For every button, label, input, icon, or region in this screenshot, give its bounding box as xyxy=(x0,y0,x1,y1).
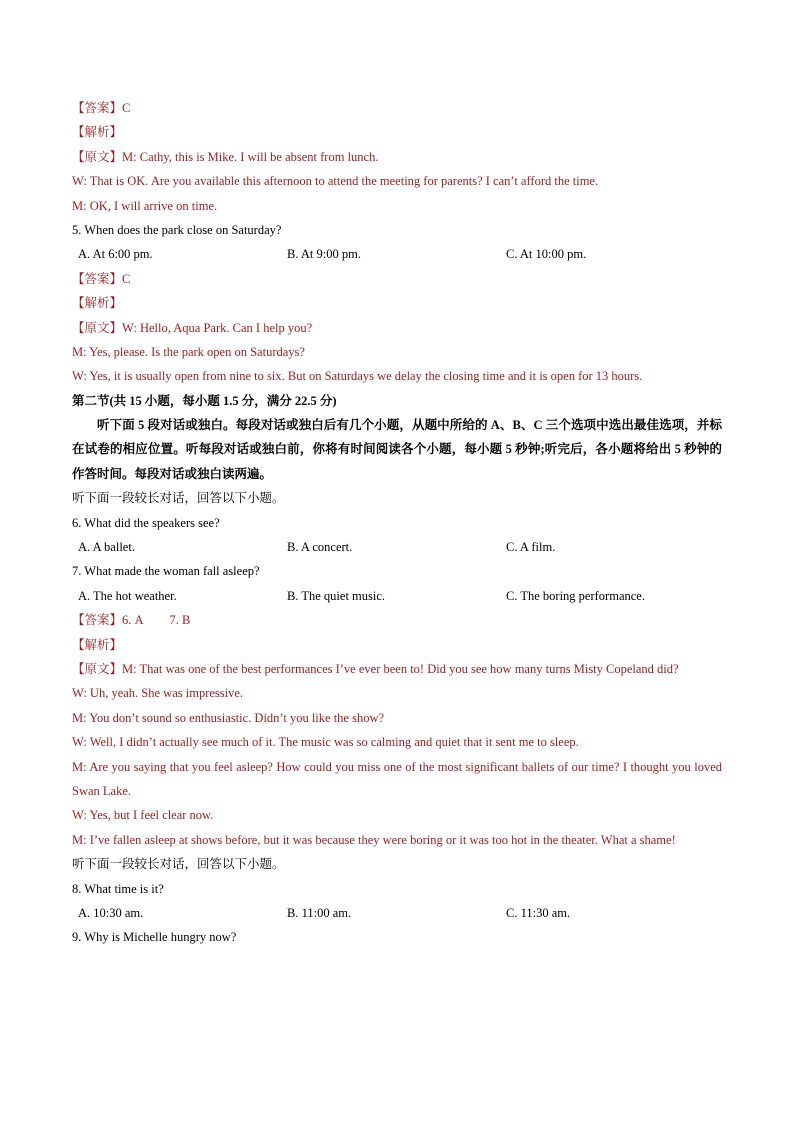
question-7: 7. What made the woman fall asleep? xyxy=(72,564,260,579)
option-a: A. The hot weather. xyxy=(78,588,177,603)
script-line-q4-2: W: That is OK. Are you available this afternoon to attend the meeting for parents? I can’t afford the time. xyxy=(72,174,599,189)
script-line-q5-3: W: Yes, it is usually open from nine to six. But on Saturdays we delay the closing time and it is open for 13 hours. xyxy=(72,369,643,384)
options-q7 xyxy=(72,584,722,608)
question-5: 5. When does the park close on Saturday? xyxy=(72,222,282,237)
script-line-q4-3: M: OK, I will arrive on time. xyxy=(72,198,218,213)
option-c: C. The boring performance. xyxy=(506,588,645,603)
option-a: A. A ballet. xyxy=(78,540,135,555)
answer-line-q6-q7: 【答案】6. A 7. B xyxy=(72,613,191,628)
option-b: B. At 9:00 pm. xyxy=(287,247,361,262)
option-c: C. 11:30 am. xyxy=(506,906,571,920)
option-b: B. A concert. xyxy=(287,540,353,555)
script-line-q5-2: M: Yes, please. Is the park open on Saturdays? xyxy=(72,344,305,359)
options-q6 xyxy=(72,535,722,559)
dialog-intro-1: 听下面一段较长对话，回答以下小题。 xyxy=(72,491,285,506)
script-line-d1-6: W: Yes, but I feel clear now. xyxy=(72,808,214,823)
option-c: C. At 10:00 pm. xyxy=(506,247,587,262)
question-8: 8. What time is it? xyxy=(72,881,164,896)
script-line-d1-4: W: Well, I didn’t actually see much of it. The music was so calming and quiet that it sent me to sleep. xyxy=(72,735,579,750)
option-b: B. The quiet music. xyxy=(287,588,386,603)
script-line-d1-1: 【原文】M: That was one of the best performances I’ve ever been to! Did you see how many turns Misty Copeland did? xyxy=(72,662,679,677)
dialog-intro-2: 听下面一段较长对话，回答以下小题。 xyxy=(72,857,285,872)
options-q8 xyxy=(72,901,722,925)
analysis-label-q6-q7: 【解析】 xyxy=(72,637,123,652)
option-a: A. 10:30 am. xyxy=(78,906,144,920)
analysis-label-q4: 【解析】 xyxy=(72,125,123,140)
answer-line-q5: 【答案】C xyxy=(72,271,131,286)
script-line-d1-3: M: You don’t sound so enthusiastic. Didn’t you like the show? xyxy=(72,710,385,725)
option-b: B. 11:00 am. xyxy=(287,906,352,920)
option-a: A. At 6:00 pm. xyxy=(78,247,153,262)
document-page xyxy=(72,96,722,950)
script-line-d1-5: M: Are you saying that you feel asleep? How could you miss one of the most significant ballets of our time? I thought you loved Swan Lake. xyxy=(72,759,722,799)
question-6: 6. What did the speakers see? xyxy=(72,515,220,530)
analysis-label-q5: 【解析】 xyxy=(72,296,123,311)
script-line-d1-2: W: Uh, yeah. She was impressive. xyxy=(72,686,244,701)
section-heading: 第二节(共 15 小题，每小题 1.5 分，满分 22.5 分) xyxy=(72,393,337,408)
script-line-q5-1: 【原文】W: Hello, Aqua Park. Can I help you? xyxy=(72,320,313,335)
script-line-q4-1: 【原文】M: Cathy, this is Mike. I will be absent from lunch. xyxy=(72,149,379,164)
options-q5 xyxy=(72,242,722,266)
option-c: C. A film. xyxy=(506,540,556,555)
script-line-d1-7: M: I’ve fallen asleep at shows before, but it was because they were boring or it was too hot in the theater. What a shame! xyxy=(72,832,676,847)
question-9: 9. Why is Michelle hungry now? xyxy=(72,930,237,945)
answer-line-q4: 【答案】C xyxy=(72,101,131,115)
section-instructions: 听下面 5 段对话或独白。每段对话或独白后有几个小题，从题中所给的 A、B、C 三个选项中选出最佳选项，并标在试卷的相应位置。听每段对话或独白前，你将有时间阅读各个小题，每小题 5 秒钟;听完后，各小题将给出 5 秒钟的作答时间。每段对话或独白读两遍。 xyxy=(72,418,722,481)
